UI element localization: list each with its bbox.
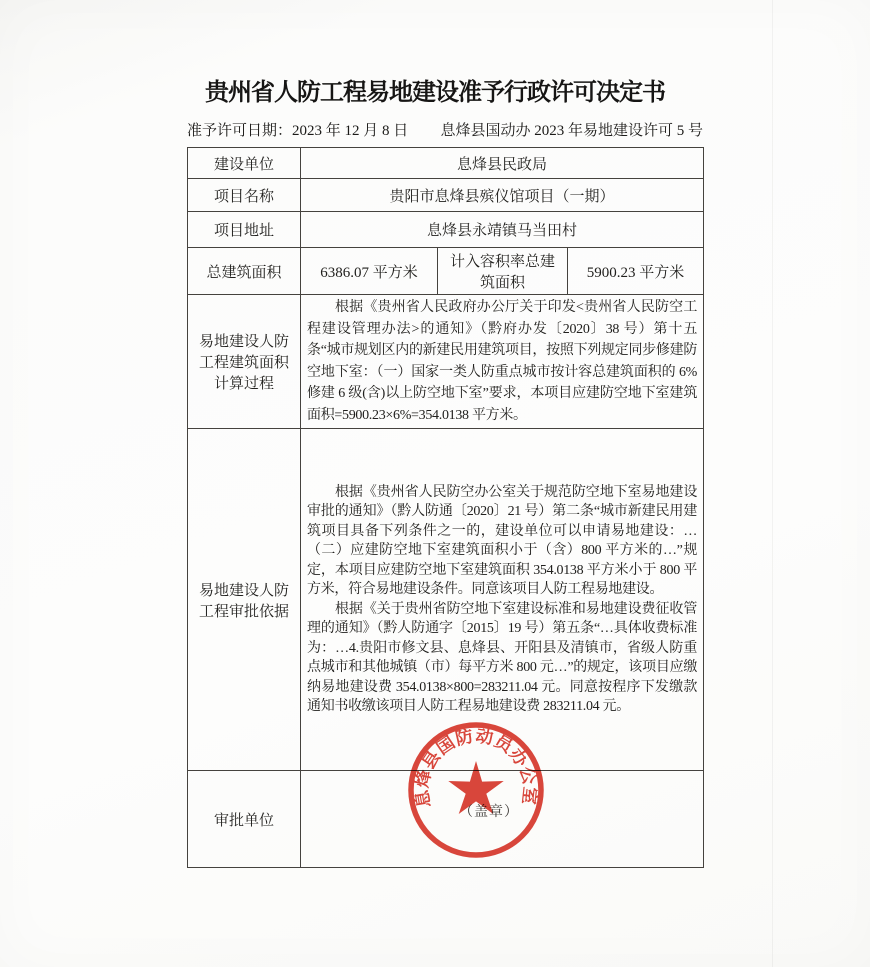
row-value: 贵阳市息烽县殡仪馆项目（一期） [301,179,704,212]
row-label: 易地建设人防工程建筑面积计算过程 [188,295,301,429]
row-value-2: 5900.23 平方米 [568,248,704,295]
seal-placeholder-text: （盖章） [459,805,519,820]
row-label: 总建筑面积 [188,248,301,295]
calculation-text-cell [301,295,704,429]
table-row [188,179,704,212]
table-row [188,148,704,179]
stamp-star-icon [448,761,503,814]
row-label: 易地建设人防工程审批依据 [188,429,301,771]
table-row [188,248,704,295]
table-row [188,212,704,248]
row-label: 审批单位 [188,771,301,868]
document-meta [187,119,703,140]
row-value: 息烽县永靖镇马当田村 [301,212,704,248]
stamp-graphic [400,719,552,871]
table-row [188,295,704,429]
row-label: 项目地址 [188,212,301,248]
approval-paragraph-1: 根据《贵州省人民防空办公室关于规范防空地下室易地建设审批的通知》（黔人防通〔2020〕21 号）第二条“城市新建民用建筑项目具备下列条件之一的，建设单位可以申请易地建设：…（二）应建防空地下室建筑面积小于（含）800 平方米的…”规定，本项目应建防空地下室建筑面积 354.0138 平方米小于 800 平方米，符合易地建设条件。同意该项目人防工程易地建设。 [307,484,698,597]
scan-artifact-line [772,0,773,967]
approval-paragraph-2: 根据《关于贵州省防空地下室建设标准和易地建设费征收管理的通知》（黔人防通字〔2015〕19 号）第五条“…具体收费标准为：…4.贵阳市修文县、息烽县、开阳县及清镇市，省级人防重点城市和其他城镇（市）每平方米 800 元…”的规定，该项目应缴纳易地建设费 354.0138×800=283211.04 元。同意按程序下发缴款通知书收缴该项目人防工程易地建设费 283211.04 元。 [307,601,698,714]
row-label: 项目名称 [188,179,301,212]
permit-number: 息烽县国动办 2023 年易地建设许可 5 号 [440,123,703,139]
calculation-paragraph: 根据《贵州省人民政府办公厅关于印发<贵州省人民防空工程建设管理办法>的通知》（黔府办发〔2020〕38 号）第十五条“城市规划区内的新建民用建筑项目，按照下列规定同步修建防空地下室：（一）国家一类人防重点城市按计容总建筑面积的 6%修建 6 级(含)以上防空地下室”要求，本项目应建防空地下室建筑面积=5900.23×6%=354.0138 平方米。 [307,300,698,423]
official-stamp [400,719,552,871]
permit-date: 准予许可日期：2023 年 12 月 8 日 [187,123,409,139]
row-value: 6386.07 平方米 [301,248,438,295]
page-title: 贵州省人防工程易地建设准予行政许可决定书 [205,80,665,106]
stamp-arc-text: 息烽县国防动员办公室 [411,725,541,810]
row-label: 建设单位 [188,148,301,179]
row-label-2: 计入容积率总建筑面积 [438,248,568,295]
row-value: 息烽县民政局 [301,148,704,179]
